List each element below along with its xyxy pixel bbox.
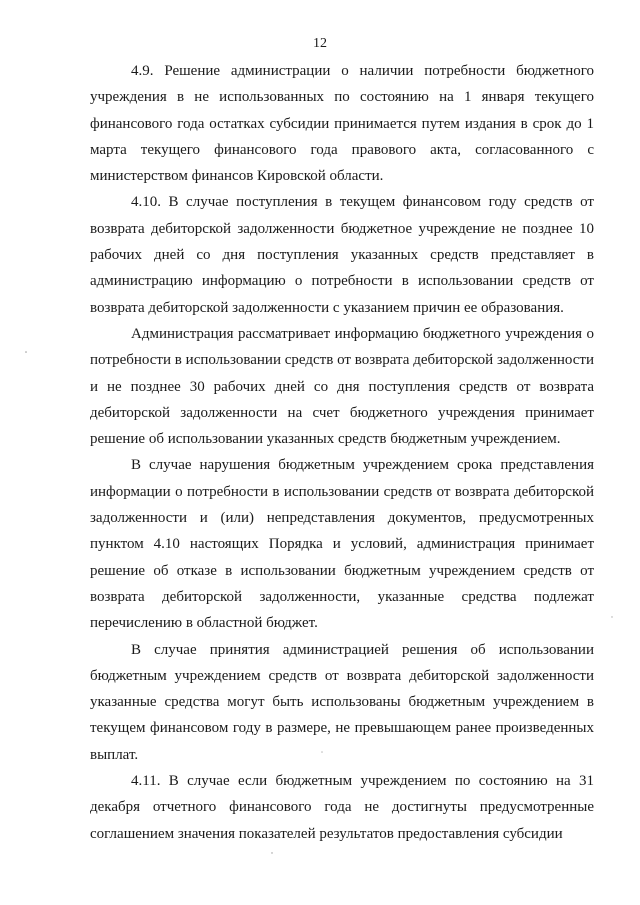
paragraph-deadline-violation: В случае нарушения бюджетным учреждением срока представления информации о потребности в использовании средств от возврата дебиторской задолженности и (или) непредставления документов, предусмотренных пунктом 4.10 настоящих Порядка и условий, администрация принимает решение об отказе в использовании бюджетным учреждением средств от возврата дебиторской задолженности, указанные средства подлежат перечислению в областной бюджет. [90, 457, 594, 632]
page-number: 12 [313, 36, 327, 51]
document-body [90, 58, 594, 847]
paragraph-usage-decision: В случае принятия администрацией решения об использовании бюджетным учреждением средств от возврата дебиторской задолженности указанные средства могут быть использованы бюджетным учреждением в текущем финансовом году в размере, не превышающем ранее произведенных выплат. [90, 641, 594, 763]
paragraph-4-10: 4.10. В случае поступления в текущем финансовом году средств от возврата дебиторской задолженности бюджетное учреждение не позднее 10 рабочих дней со дня поступления указанных средств представляет в администрацию информацию о потребности в использовании средств от возврата дебиторской задолженности с указанием причин ее образования. [90, 194, 594, 316]
paragraph-4-9: 4.9. Решение администрации о наличии потребности бюджетного учреждения в не использованных по состоянию на 1 января текущего финансового года остатках субсидии принимается путем издания в срок до 1 марта текущего финансового года правового акта, согласованного с министерством финансов Кировской области. [90, 63, 594, 185]
paragraph-4-11: 4.11. В случае если бюджетным учреждением по состоянию на 31 декабря отчетного финансового года не достигнуты предусмотренные соглашением значения показателей результатов предоставления субсидии [90, 773, 594, 842]
paragraph-administration-review: Администрация рассматривает информацию бюджетного учреждения о потребности в использовании средств от возврата дебиторской задолженности и не позднее 30 рабочих дней со дня поступления средств от возврата дебиторской задолженности на счет бюджетного учреждения принимает решение об использовании указанных средств бюджетным учреждением. [90, 325, 594, 448]
